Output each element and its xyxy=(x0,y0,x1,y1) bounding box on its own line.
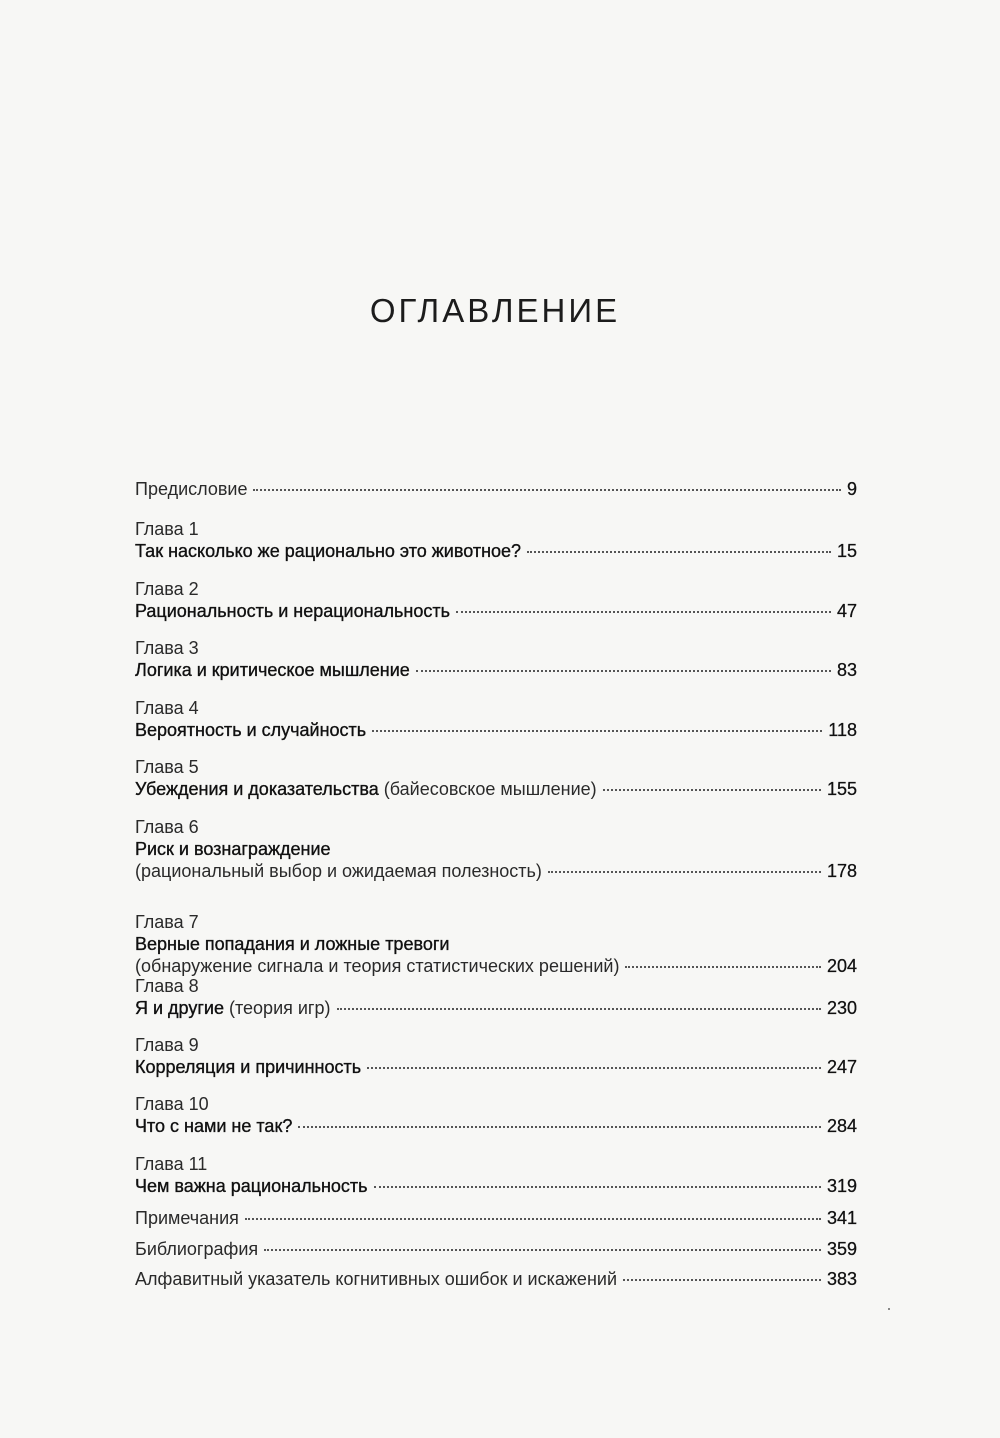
page-number: 383 xyxy=(826,1269,857,1289)
chapter-subtitle: Алфавитный указатель когнитивных ошибок и искажений xyxy=(135,1269,617,1289)
toc-line xyxy=(135,1175,857,1197)
toc-entry xyxy=(135,637,857,681)
toc-line xyxy=(135,955,857,977)
chapter-title: Убеждения и доказательства xyxy=(135,779,379,799)
toc-line xyxy=(135,1238,857,1260)
entry-title xyxy=(135,1268,617,1290)
page-number: 204 xyxy=(826,956,857,976)
chapter-title: Так насколько же рационально это животное? xyxy=(135,541,522,561)
chapter-title: Чем важна рациональность xyxy=(135,1176,368,1196)
toc-line xyxy=(135,997,857,1019)
chapter-number: Глава 8 xyxy=(135,976,199,996)
page-number: 247 xyxy=(826,1057,857,1077)
page-number: 319 xyxy=(826,1176,857,1196)
toc-line xyxy=(135,719,857,741)
toc-entry xyxy=(135,578,857,622)
chapter-subtitle: (теория игр) xyxy=(224,998,331,1018)
toc-entry xyxy=(135,478,857,500)
page-title: ОГЛАВЛЕНИЕ xyxy=(369,292,621,329)
toc-entry xyxy=(135,816,857,882)
entry-title xyxy=(135,540,521,562)
toc-line xyxy=(135,478,857,500)
chapter-number: Глава 9 xyxy=(135,1035,199,1055)
entry-title xyxy=(135,1115,292,1137)
page-number: 178 xyxy=(826,861,857,881)
toc-line xyxy=(135,933,857,955)
page-number: 359 xyxy=(826,1239,857,1259)
page-number: 118 xyxy=(828,720,857,740)
chapter-subtitle: Библиография xyxy=(135,1239,259,1259)
page-number: 83 xyxy=(836,660,857,680)
toc-entry xyxy=(135,1034,857,1078)
dot-leader xyxy=(623,1279,821,1281)
chapter-number: Глава 11 xyxy=(135,1154,208,1174)
dot-leader xyxy=(245,1218,821,1220)
chapter-number: Глава 10 xyxy=(135,1094,209,1114)
chapter-number: Глава 6 xyxy=(135,817,199,837)
chapter-number: Глава 7 xyxy=(135,912,199,932)
entry-title xyxy=(135,1175,368,1197)
toc-entry xyxy=(135,911,857,977)
entry-title xyxy=(135,838,331,860)
chapter-title: Рациональность и нерациональность xyxy=(135,601,451,621)
entry-title xyxy=(135,1056,361,1078)
toc-line xyxy=(135,1207,857,1229)
chapter-subtitle: Примечания xyxy=(135,1208,239,1228)
chapter-number: Глава 4 xyxy=(135,698,199,718)
entry-title xyxy=(135,778,597,800)
toc-entry xyxy=(135,1093,857,1137)
toc-line xyxy=(135,1056,857,1078)
toc-line xyxy=(135,1268,857,1290)
entry-title xyxy=(135,860,542,882)
dot-leader xyxy=(367,1067,821,1069)
entry-title xyxy=(135,955,619,977)
page-number: 15 xyxy=(836,541,857,561)
page-number: 155 xyxy=(826,779,857,799)
dot-leader xyxy=(456,611,831,613)
page-number: 230 xyxy=(826,998,857,1018)
page-number: 47 xyxy=(836,601,857,621)
dot-leader xyxy=(253,489,841,491)
toc-entry xyxy=(135,1268,857,1290)
dot-leader xyxy=(298,1126,821,1128)
dot-leader xyxy=(264,1249,821,1251)
toc-entry xyxy=(135,518,857,562)
chapter-number: Глава 2 xyxy=(135,579,199,599)
chapter-title: Я и другие xyxy=(135,998,224,1018)
entry-title xyxy=(135,600,450,622)
chapter-title: Вероятность и случайность xyxy=(135,720,367,740)
chapter-subtitle: (рациональный выбор и ожидаемая полезность) xyxy=(135,861,542,881)
chapter-number: Глава 3 xyxy=(135,638,199,658)
toc-entry xyxy=(135,1238,857,1260)
page-number: 9 xyxy=(846,479,857,499)
chapter-subtitle: Предисловие xyxy=(135,479,248,499)
dot-leader xyxy=(527,551,831,553)
dot-leader xyxy=(416,670,831,672)
chapter-title: Логика и критическое мышление xyxy=(135,660,410,680)
chapter-title: Корреляция и причинность xyxy=(135,1057,362,1077)
chapter-subtitle: (обнаружение сигнала и теория статистических решений) xyxy=(135,956,620,976)
dot-leader xyxy=(337,1008,821,1010)
page-number: 284 xyxy=(826,1116,857,1136)
toc-line xyxy=(135,860,857,882)
chapter-title: Верные попадания и ложные тревоги xyxy=(135,934,450,954)
dot-leader xyxy=(374,1186,821,1188)
entry-title xyxy=(135,719,366,741)
toc-entry xyxy=(135,1153,857,1197)
chapter-number: Глава 5 xyxy=(135,757,199,777)
dot-leader xyxy=(548,871,821,873)
toc-line xyxy=(135,1115,857,1137)
page-number: 341 xyxy=(826,1208,857,1228)
dot-leader xyxy=(625,966,821,968)
toc-line xyxy=(135,600,857,622)
entry-title xyxy=(135,478,247,500)
toc-line xyxy=(135,540,857,562)
toc-line xyxy=(135,778,857,800)
entry-title xyxy=(135,997,331,1019)
toc-line xyxy=(135,838,857,860)
chapter-number: Глава 1 xyxy=(135,519,199,539)
dot-leader xyxy=(603,789,821,791)
chapter-subtitle: (байесовское мышление) xyxy=(378,779,597,799)
paper-speck xyxy=(888,1308,890,1310)
entry-title xyxy=(135,933,449,955)
toc-entry xyxy=(135,975,857,1019)
chapter-title: Риск и вознаграждение xyxy=(135,839,331,859)
toc-line xyxy=(135,659,857,681)
toc-entry xyxy=(135,756,857,800)
dot-leader xyxy=(372,730,822,732)
entry-title xyxy=(135,1207,239,1229)
entry-title xyxy=(135,659,410,681)
toc-entry xyxy=(135,697,857,741)
chapter-title: Что с нами не так? xyxy=(135,1116,293,1136)
entry-title xyxy=(135,1238,258,1260)
toc-entry xyxy=(135,1207,857,1229)
